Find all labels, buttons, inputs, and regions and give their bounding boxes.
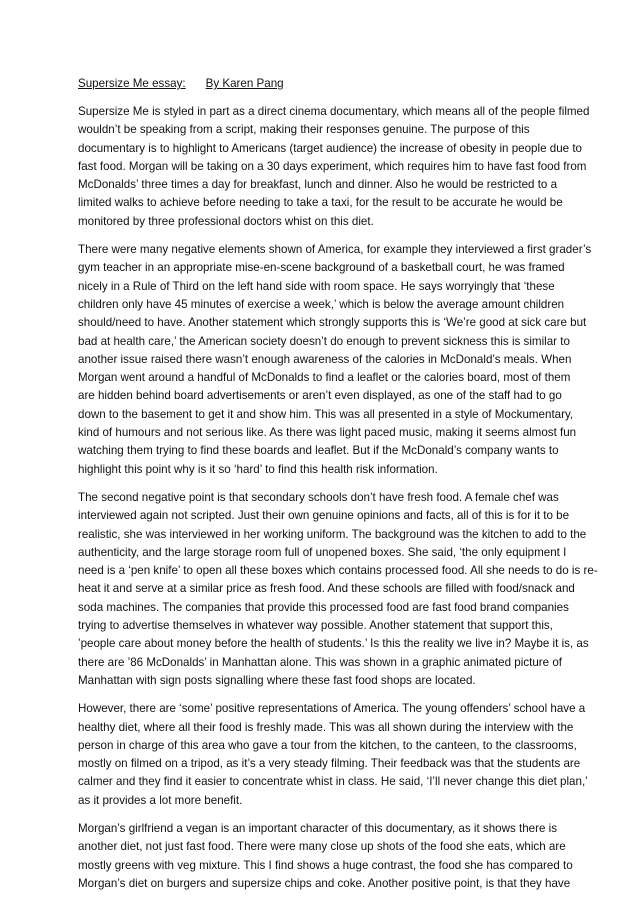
text-line: need is a ‘pen knife’ to open all these boxes which contains processed food. All she needs to do is re- [78,564,598,578]
text-line: soda machines. The companies that provide this processed food are fast food brand companies [78,600,569,614]
text-line: calmer and they find it easier to concentrate whist in class. He said, ‘I’ll never change this diet plan,’ [78,775,588,789]
text-line: interviewed again not scripted. Just their own genuine opinions and facts, all of this is for it to be [78,509,570,523]
text-line: children only have 45 minutes of exercise a week,’ which is below the average amount children [78,297,565,311]
text-line: person in charge of this area who gave a tour from the kitchen, to the canteen, to the classrooms, [78,738,577,752]
text-line: trying to advertise themselves in whatever way possible. Another statement that support this, [78,619,553,633]
essay-paragraph [78,700,588,810]
text-line: realistic, she was interviewed in her working uniform. The background was the kitchen to add to the [78,527,587,541]
text-line: down to the basement to get it and show him. This was all presented in a style of Mockumentary, [78,407,574,421]
text-line: kind of humours and not serious like. As there was light paced music, making it seems almost fun [78,426,577,440]
text-line: are hidden behind board advertisements or aren’t even displayed, as one of the staff had to go [78,389,562,403]
text-line: Manhattan with sign posts signalling where these fast food shops are located. [78,673,476,687]
text-line: mostly greens with veg mixture. This I find shows a huge contrast, the food she has compared to [78,858,573,872]
text-line: McDonalds’ three times a day for breakfast, lunch and dinner. Also he would be restricted to a [78,178,558,192]
essay-paragraph [78,489,598,690]
essay-page [78,74,598,903]
text-line: watching them trying to find these boards and leaflet. But if the McDonald’s company wants to [78,444,559,458]
text-line: there are ’86 McDonalds’ in Manhattan alone. This was shown in a graphic animated picture of [78,655,562,669]
text-line: authenticity, and the large storage room full of unopened boxes. She said, ‘the only equipment I [78,545,567,559]
text-line: another diet, not just fast food. There were many close up shots of the food she eats, which are [78,840,566,854]
essay-author: By Karen Pang [205,77,284,90]
text-line: Morgan’s girlfriend a vegan is an important character of this documentary, as it shows there is [78,821,558,835]
essay-paragraph [78,820,573,893]
text-line: fast food. Morgan will be taking on a 30 days experiment, which requires him to have fast food from [78,159,587,173]
text-line: as it provides a lot more benefit. [78,793,243,807]
text-line: heat it and serve at a similar price as fresh food. And these schools are filled with food/snack and [78,582,575,596]
text-line: limited walks to achieve before needing to take a taxi, for the result to be accurate he would be [78,196,563,210]
text-line: nicely in a Rule of Third on the left hand side with room space. He says worryingly that ‘these [78,279,555,293]
essay-title: Supersize Me essay: [78,77,186,90]
text-line: There were many negative elements shown of America, for example they interviewed a first grader’s [78,243,592,257]
text-line: documentary is to highlight to Americans (target audience) the increase of obesity in people due to [78,141,582,155]
text-line: wouldn’t be speaking from a script, making their responses genuine. The purpose of this [78,123,530,137]
text-line: another issue raised there wasn’t enough awareness of the calories in McDonald’s meals. When [78,352,572,366]
essay-heading [78,74,564,94]
text-line: should/need to have. Another statement which strongly supports this is ‘We’re good at sick care but [78,316,587,330]
essay-paragraph [78,241,592,479]
text-line: Morgan’s diet on burgers and supersize chips and coke. Another positive point, is that they have [78,876,571,890]
text-line: healthy diet, where all their food is freshly made. This was all shown during the interview with the [78,720,574,734]
text-line: mostly on filmed on a tripod, as it’s a very steady filming. Their feedback was that the students are [78,757,581,771]
text-line: highlight this point why is it so ‘hard’ to find this health risk information. [78,462,438,476]
text-line: bad at health care,’ the American society doesn’t do enough to prevent sickness this is similar to [78,334,570,348]
text-line: gym teacher in an appropriate mise-en-scene background of a basketball court, he was framed [78,261,565,275]
text-line: Supersize Me is styled in part as a direct cinema documentary, which means all of the people filmed [78,105,590,118]
text-line: However, there are ‘some’ positive representations of America. The young offenders’ school have a [78,702,586,716]
text-line: The second negative point is that secondary schools don’t have fresh food. A female chef was [78,490,559,504]
essay-paragraph [78,103,590,231]
essay-body [78,103,598,893]
text-line: ’people care about money before the health of students.’ Is this the reality we live in? Maybe it is, as [78,637,589,651]
text-line: Morgan went around a handful of McDonalds to find a leaflet or the calories board, most of them [78,371,571,385]
text-line: monitored by three professional doctors whist on this diet. [78,214,374,228]
